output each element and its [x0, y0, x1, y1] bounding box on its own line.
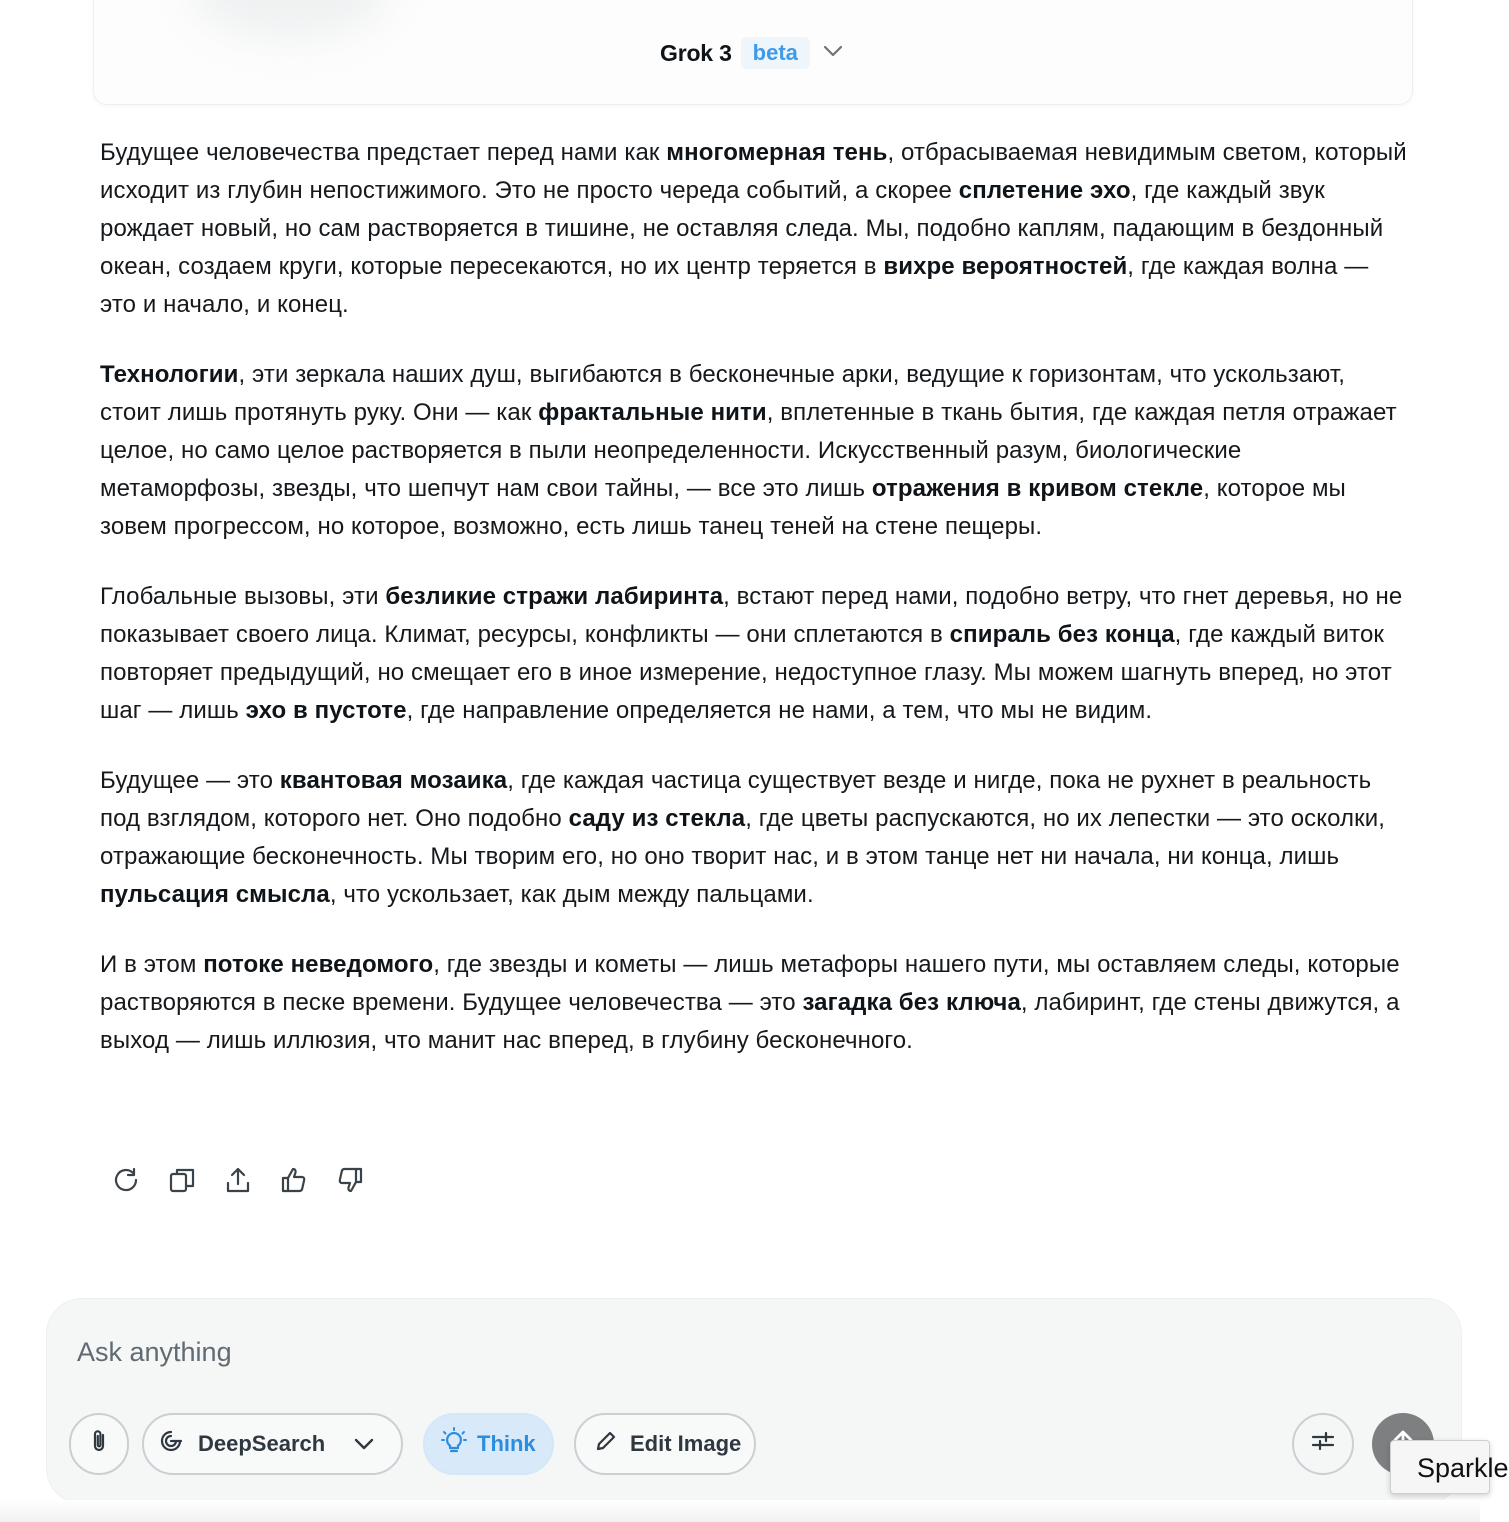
settings-button[interactable] — [1292, 1413, 1354, 1475]
bold-phrase: многомерная тень — [666, 139, 888, 166]
text-segment: Будущее — это — [100, 767, 280, 794]
bottom-edge — [0, 1500, 1480, 1522]
message-paragraph — [100, 762, 1410, 914]
think-button[interactable] — [423, 1413, 554, 1475]
text-segment: , лабиринт, где стены движутся, а выход — лишь иллюзия, что манит нас вперед, в глубину бесконечного. — [100, 989, 1400, 1054]
bold-phrase: Технологии — [100, 361, 239, 388]
chevron-down-icon — [823, 44, 843, 62]
text-segment: , где звезды и кометы — лишь метафоры нашего пути, мы оставляем следы, которые растворяются в песке времени. Будущее человечества — это — [100, 951, 1400, 1016]
message-paragraph — [100, 134, 1410, 324]
paperclip-icon — [88, 1428, 110, 1460]
text-segment: , вплетенные в ткань бытия, где каждая петля отражает целое, но само целое растворяется в пыли неопределенности. Искусственный разум, биологические метаморфозы, звезды, что шепчут нам свои тайны, — все это лишь — [100, 399, 1397, 502]
message-paragraph — [100, 946, 1410, 1060]
message-actions — [105, 1160, 371, 1204]
thumbs-down-button[interactable] — [329, 1160, 371, 1204]
share-icon — [224, 1166, 252, 1199]
thumbs-up-button[interactable] — [273, 1160, 315, 1204]
bold-phrase: фрактальные нити — [538, 399, 767, 426]
edit-image-button[interactable] — [574, 1413, 756, 1475]
text-segment: И в этом — [100, 951, 204, 978]
ask-input[interactable] — [75, 1329, 1379, 1375]
text-segment: , которое мы зовем прогрессом, но которое, возможно, есть лишь танец теней на стене пещеры. — [100, 475, 1346, 540]
model-selector[interactable] — [660, 36, 843, 70]
message-paragraph — [100, 356, 1410, 546]
bold-phrase: вихре вероятностей — [883, 253, 1128, 280]
edit-image-label: Edit Image — [630, 1431, 742, 1456]
text-segment: , где каждый звук рождает новый, но сам растворяется в тишине, не оставляя следа. Мы, подобно каплям, падающим в бездонный океан, создаем круги, которые пересекаются, но их центр теряется в — [100, 177, 1384, 280]
text-segment: , отбрасываемая невидимым светом, который исходит из глубин непостижимого. Это не просто череда событий, а скорее — [100, 139, 1407, 204]
text-segment: Глобальные вызовы, эти — [100, 583, 386, 610]
text-segment: , где направление определяется не нами, а тем, что мы не видим. — [406, 697, 1153, 724]
bold-phrase: сплетение эхо — [958, 177, 1131, 204]
message-paragraph — [100, 578, 1410, 730]
model-name: Grok 3 — [660, 39, 732, 66]
assistant-message — [100, 134, 1410, 1092]
bold-phrase: потоке неведомого — [203, 951, 434, 978]
text-segment: , что ускользает, как дым между пальцами. — [329, 881, 814, 908]
chevron-down-icon[interactable] — [353, 1431, 375, 1457]
text-segment: , эти зеркала наших душ, выгибаются в бесконечные арки, ведущие к горизонтам, что ускользают, стоит лишь протянуть руку. Они — как — [100, 361, 1346, 426]
bold-phrase: отражения в кривом стекле — [871, 475, 1204, 502]
deepsearch-button[interactable] — [142, 1413, 403, 1475]
bold-phrase: пульсация смысла — [100, 881, 330, 908]
deepsearch-label: DeepSearch — [198, 1431, 326, 1456]
bold-phrase: квантовая мозаика — [279, 767, 508, 794]
bold-phrase: безликие стражи лабиринта — [385, 583, 724, 610]
thumbs-down-icon — [336, 1166, 364, 1199]
bold-phrase: саду из стекла — [568, 805, 746, 832]
pencil-icon — [594, 1429, 618, 1459]
text-segment: , где каждый виток повторяет предыдущий, но смещает его в иное измерение, недоступное глазу. Мы можем шагнуть вперед, но этот шаг — лишь — [100, 621, 1392, 724]
copy-icon — [168, 1166, 196, 1199]
text-segment: , встают перед нами, подобно ветру, что гнет деревья, но не показывает своего лица. Климат, ресурсы, конфликты — они сплетаются в — [100, 583, 1403, 648]
think-label: Think — [477, 1431, 536, 1456]
text-segment: Будущее человечества предстает перед нами как — [100, 139, 667, 166]
bold-phrase: эхо в пустоте — [245, 697, 407, 724]
text-segment: , где каждая волна — это и начало, и конец. — [100, 253, 1369, 318]
regenerate-icon — [112, 1166, 140, 1199]
sparkle-tooltip: Sparkle — [1390, 1440, 1490, 1494]
text-segment: , где цветы распускаются, но их лепестки — это осколки, отражающие бесконечность. Мы творим его, но оно творит нас, и в этом танце нет ни начала, ни конца, лишь — [100, 805, 1386, 870]
bold-phrase: спираль без конца — [949, 621, 1175, 648]
regenerate-button[interactable] — [105, 1160, 147, 1204]
share-button[interactable] — [217, 1160, 259, 1204]
attach-button[interactable] — [69, 1413, 129, 1475]
beta-badge: beta — [741, 37, 810, 69]
text-segment: , где каждая частица существует везде и нигде, пока не рухнет в реальность под взглядом, которого нет. Оно подобно — [100, 767, 1372, 832]
composer — [46, 1298, 1462, 1504]
deepsearch-icon — [158, 1428, 184, 1460]
bold-phrase: загадка без ключа — [802, 989, 1021, 1016]
lightbulb-icon — [441, 1427, 467, 1461]
copy-button[interactable] — [161, 1160, 203, 1204]
sliders-icon — [1310, 1429, 1336, 1459]
thumbs-up-icon — [280, 1166, 308, 1199]
